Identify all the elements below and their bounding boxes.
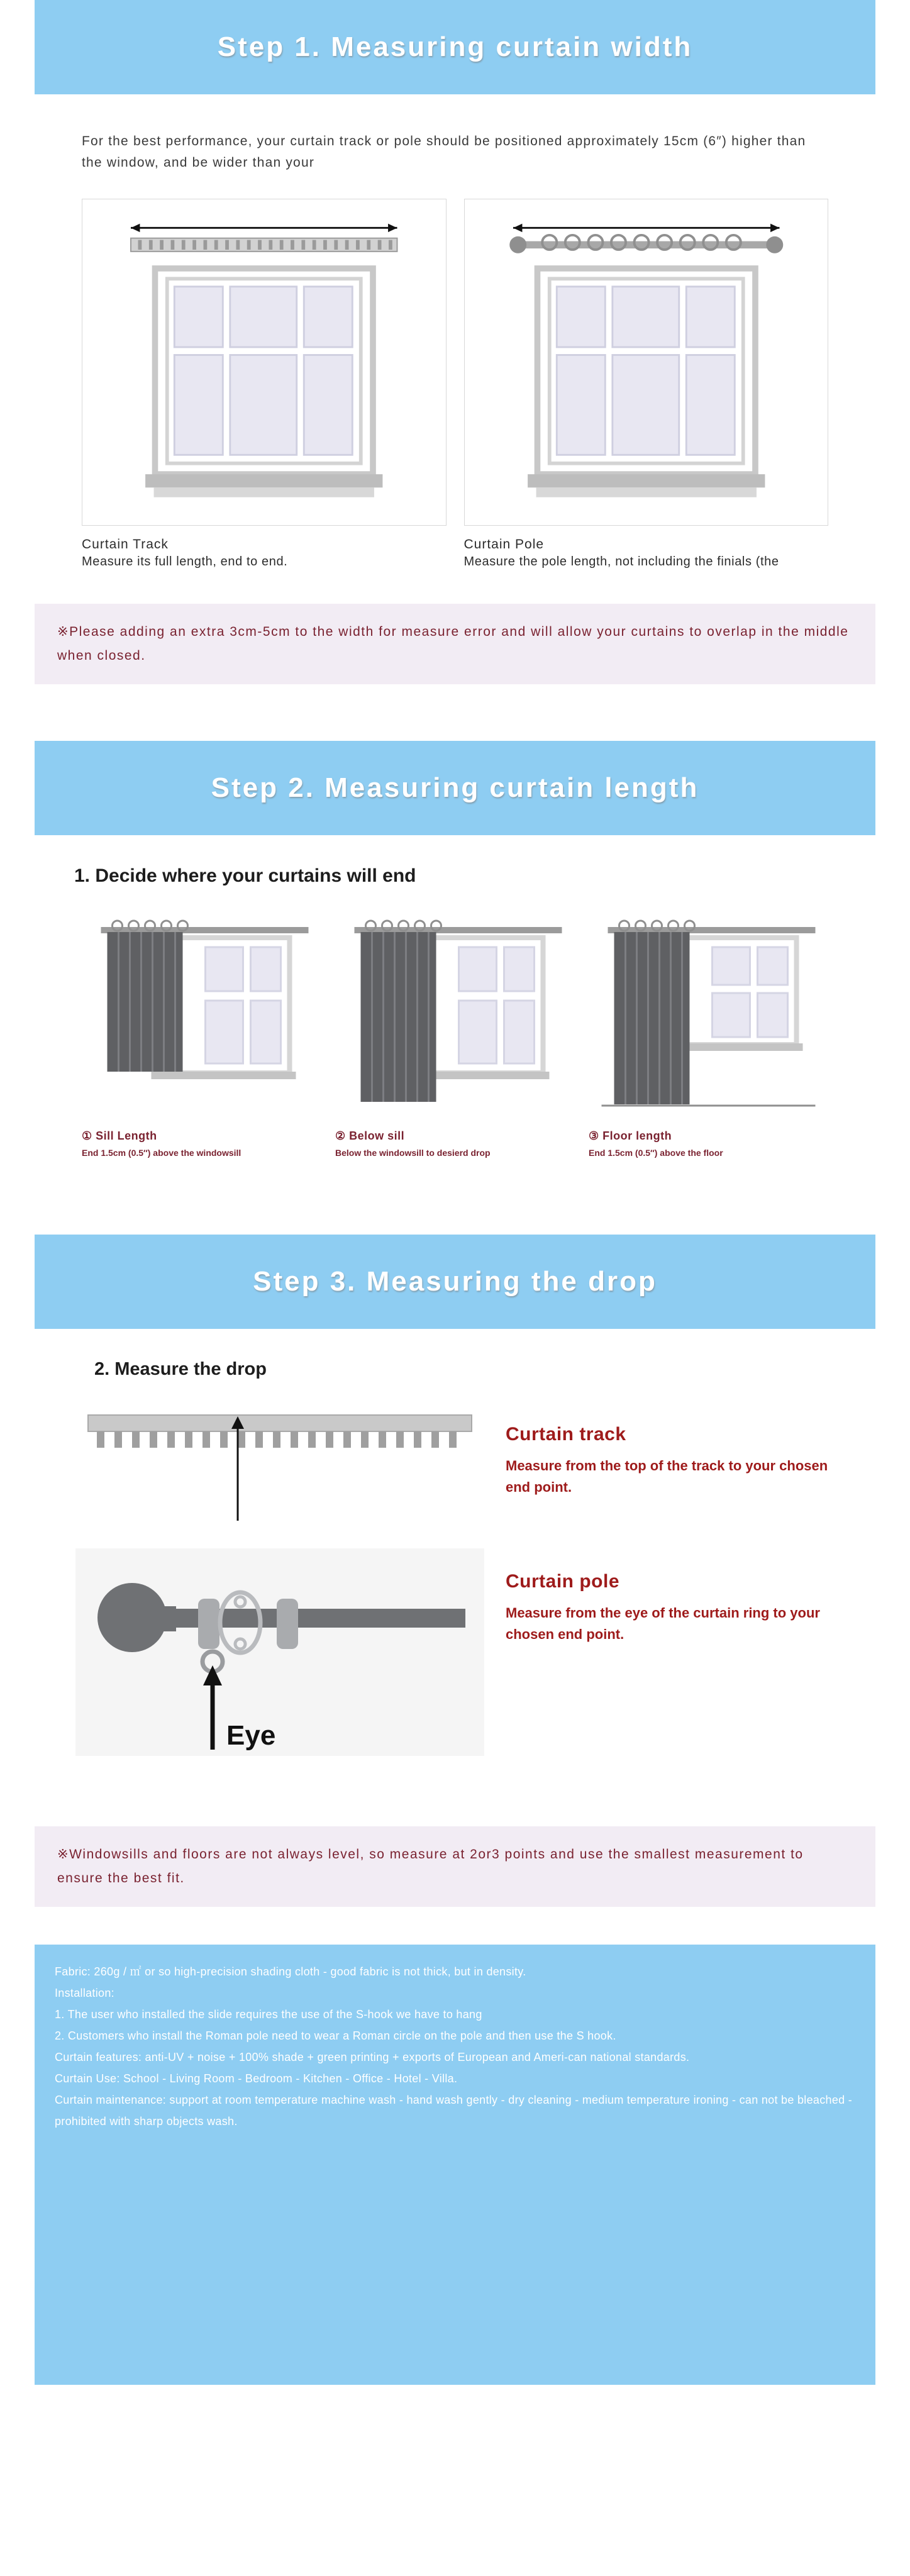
curtain-track-illustration	[82, 199, 447, 526]
step2-title: Step 2. Measuring curtain length	[35, 741, 875, 835]
sill-length-title: ① Sill Length	[82, 1130, 157, 1142]
intro-text: For the best performance, your curtain track or pole should be positioned approximately 15cm (6″) higher than the window, and be wider than your	[82, 134, 806, 170]
end-option-floor	[589, 909, 828, 1159]
below-sill-sub: Below the windowsill to desierd drop	[335, 1148, 491, 1158]
track-window-svg	[82, 199, 446, 525]
pole-caption-title: Curtain Pole	[463, 537, 545, 552]
drop-track-svg	[75, 1401, 484, 1527]
width-option-track	[82, 199, 447, 571]
floor-length-svg	[589, 909, 828, 1123]
drop-track-row	[75, 1401, 835, 1527]
info-line-install-1: 1. The user who installed the slide requires the use of the S-hook we have to hang	[55, 2008, 482, 2021]
width-notice: ※Please adding an extra 3cm-5cm to the width for measure error and will allow your curtains to overlap in the middle when closed.	[35, 604, 875, 684]
info-line-features: Curtain features: anti-UV + noise + 100% shade + green printing + exports of European and Ameri-can national standards.	[55, 2051, 690, 2063]
info-line-installation: Installation:	[55, 1987, 114, 1999]
below-sill-title: ② Below sill	[335, 1130, 405, 1142]
step3-band-wrap	[35, 1235, 875, 1329]
end-option-below-sill	[335, 909, 575, 1159]
drop-pole-text-block	[506, 1548, 835, 1645]
below-sill-svg	[335, 909, 575, 1123]
below-sill-illustration	[335, 909, 575, 1123]
curtain-pole-illustration	[464, 199, 829, 526]
step2-band-wrap	[35, 741, 875, 835]
step1-title: Step 1. Measuring curtain width	[35, 0, 875, 94]
info-line-use: Curtain Use: School - Living Room - Bedroom - Kitchen - Office - Hotel - Villa.	[55, 2072, 458, 2085]
drop-track-title: Curtain track	[506, 1424, 626, 1445]
drop-track-illustration	[75, 1401, 484, 1527]
info-line-install-2: 2. Customers who install the Roman pole need to wear a Roman circle on the pole and then use the S hook.	[55, 2029, 616, 2042]
sill-length-illustration	[82, 909, 321, 1123]
drop-heading: 2. Measure the drop	[94, 1359, 267, 1379]
pole-window-svg	[465, 199, 828, 525]
step3-title: Step 3. Measuring the drop	[35, 1235, 875, 1329]
end-option-sill	[82, 909, 321, 1159]
width-options	[82, 199, 828, 571]
eye-label: Eye	[226, 1720, 276, 1751]
drop-pole-row	[75, 1548, 835, 1756]
product-info-block	[35, 1945, 875, 2385]
track-caption-title: Curtain Track	[82, 537, 169, 552]
sill-length-svg	[82, 909, 321, 1123]
floor-length-sub: End 1.5cm (0.5″) above the floor	[589, 1148, 723, 1158]
info-line-maintenance: Curtain maintenance: support at room temperature machine wash - hand wash gently - dry cleaning - medium temperature ironing - can not be bleached - prohibited with sharp objects wash.	[55, 2094, 853, 2128]
length-heading: 1. Decide where your curtains will end	[74, 865, 416, 886]
drop-pole-svg	[75, 1548, 484, 1756]
track-caption-text: Measure its full length, end to end.	[82, 555, 288, 569]
floor-length-title: ③ Floor length	[589, 1130, 672, 1142]
info-line-fabric: Fabric: 260g / ㎡ or so high-precision shading cloth - good fabric is not thick, but in density.	[55, 1965, 526, 1978]
drop-pole-illustration	[75, 1548, 484, 1756]
level-notice: ※Windowsills and floors are not always level, so measure at 2or3 points and use the smallest measurement to ensure the best fit.	[35, 1826, 875, 1907]
width-option-pole	[464, 199, 829, 571]
floor-length-illustration	[589, 909, 828, 1123]
sill-length-sub: End 1.5cm (0.5″) above the windowsill	[82, 1148, 241, 1158]
step1-band-wrap	[35, 0, 875, 94]
pole-caption-text: Measure the pole length, not including the finials (the	[463, 555, 779, 569]
drop-track-text-block	[506, 1401, 835, 1498]
drop-pole-title: Curtain pole	[506, 1571, 620, 1592]
end-point-options	[82, 909, 828, 1159]
drop-track-desc: Measure from the top of the track to your chosen end point.	[506, 1458, 828, 1495]
drop-pole-desc: Measure from the eye of the curtain ring to your chosen end point.	[506, 1605, 820, 1642]
